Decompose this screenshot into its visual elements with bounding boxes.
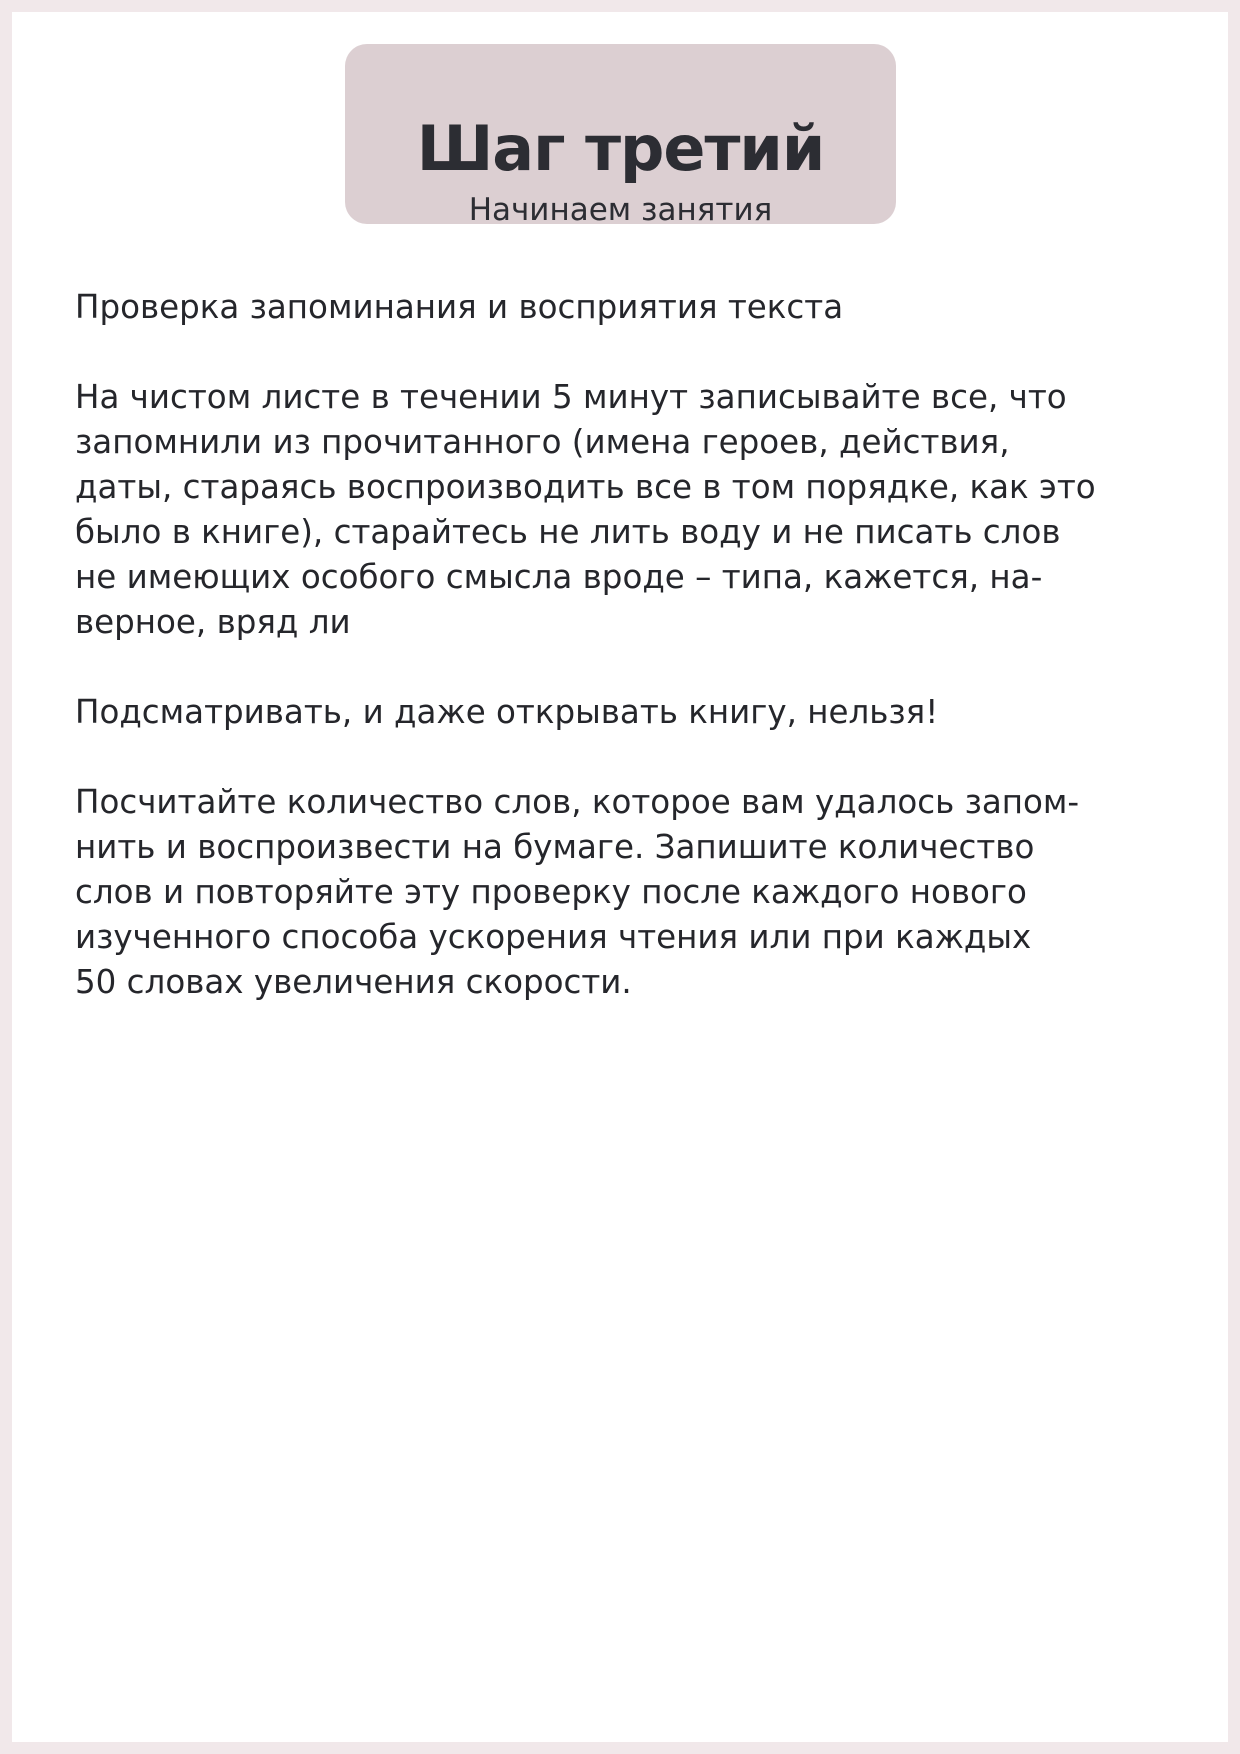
- section-heading: Проверка запоминания и восприятия текста: [75, 288, 844, 326]
- paragraph-warning: Подсматривать, и даже открывать книгу, нельзя!: [75, 693, 939, 731]
- paragraph-counting: [75, 780, 1180, 1005]
- page-subtitle: Начинаем занятия: [468, 192, 773, 228]
- paragraph-line: нить и воспроизвести на бумаге. Запишите количество: [75, 828, 1035, 866]
- paragraph-line: запомнили из прочитанного (имена героев, действия,: [75, 423, 1010, 461]
- paragraph-line: Посчитайте количество слов, которое вам удалось запом-: [75, 783, 1080, 821]
- page-title: Шаг третий: [416, 112, 825, 185]
- paragraph-line: изученного способа ускорения чтения или при каждых: [75, 918, 1032, 956]
- paragraph-line: даты, стараясь воспроизводить все в том порядке, как это: [75, 468, 1096, 506]
- header-box: [345, 44, 896, 228]
- paragraph-line: На чистом листе в течении 5 минут записывайте все, что: [75, 378, 1067, 416]
- paragraph-instructions: [75, 375, 1180, 645]
- paragraph-line: было в книге), старайтесь не лить воду и не писать слов: [75, 513, 1061, 551]
- document-body: [75, 285, 1180, 1050]
- paragraph-line: 50 словах увеличения скорости.: [75, 963, 632, 1001]
- paragraph-line: верное, вряд ли: [75, 603, 351, 641]
- paragraph-line: слов и повторяйте эту проверку после каждого нового: [75, 873, 1027, 911]
- paragraph-line: не имеющих особого смысла вроде – типа, кажется, на-: [75, 558, 1043, 596]
